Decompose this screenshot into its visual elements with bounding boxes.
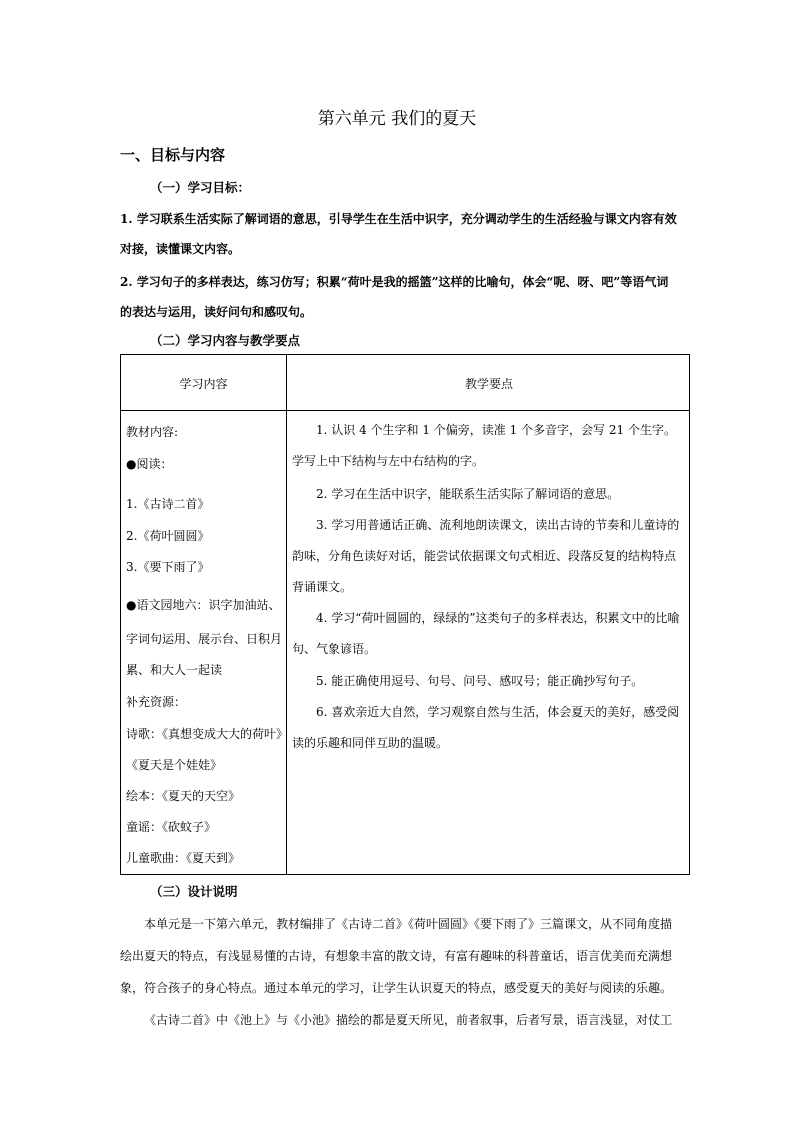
- teaching-point-4: 4. 学习“荷叶圆圆的，绿绿的”这类句子的多样表达，积累文中的比喻句、气象谚语。: [292, 611, 680, 656]
- teaching-point-6: 6. 喜欢亲近大自然，学习观察自然与生活，体会夏天的美好，感受阅读的乐趣和同伴互助的温暖。: [292, 705, 680, 750]
- design-paragraph-1: 本单元是一下第六单元，教材编排了《古诗二首》《荷叶圆圆》《要下雨了》三篇课文，从不同角度描绘出夏天的特点，有浅显易懂的古诗，有想象丰富的散文诗，有富有趣味的科普童话，语言优美而充满想象，符合孩子的身心特点。通过本单元的学习，让学生认识夏天的特点，感受夏天的美好与阅读的乐趣。: [120, 917, 673, 995]
- section-heading-goals-content: 一、目标与内容: [120, 146, 226, 164]
- goal-paragraph-1: 1. 学习联系生活实际了解词语的意思，引导学生在生活中识字，充分调动学生的生活经验与课文内容有效对接，读懂课文内容。: [120, 212, 677, 256]
- content-table: [120, 354, 690, 875]
- teaching-point-2: 2. 学习在生活中识字，能联系生活实际了解词语的意思。: [316, 487, 620, 501]
- left-cell-line: ●语文园地六：识字加油站、: [126, 598, 281, 612]
- goal-paragraph-2: 2. 学习句子的多样表达，练习仿写；积累“荷叶是我的摇篮”这样的比喻句，体会“呢、呀、吧”等语气词的表达与运用，读好问句和感叹句。: [120, 275, 669, 319]
- design-paragraph-2: 《古诗二首》中《池上》与《小池》描绘的都是夏天所见，前者叙事，后者写景，语言浅显，对仗工: [144, 1013, 673, 1027]
- left-cell-line: 2.《荷叶圆圆》: [126, 529, 210, 543]
- left-cell-line: 累、和大人一起读: [126, 663, 223, 677]
- subheading-content-points: （二）学习内容与教学要点: [150, 333, 301, 348]
- left-cell-line: 教材内容:: [126, 425, 179, 439]
- teaching-point-1: 1. 认识 4 个生字和 1 个偏旁，读准 1 个多音字，会写 21 个生字。学写上中下结构与左中右结构的字。: [292, 423, 676, 468]
- subheading-design-notes: （三）设计说明: [150, 884, 238, 899]
- table-header-divider: [121, 410, 689, 411]
- left-cell-line: 《夏天是个娃娃》: [126, 758, 223, 772]
- left-cell-line: 3.《要下雨了》: [126, 560, 210, 574]
- left-cell-line: 字词句运用、展示台、日积月: [126, 632, 283, 646]
- subheading-learning-goals: （一）学习目标：: [150, 180, 251, 195]
- teaching-point-3: 3. 学习用普通话正确、流利地朗读课文，读出古诗的节奏和儿童诗的韵味，分角色读好对话，能尝试依据课文句式相近、段落反复的结构特点背诵课文。: [292, 518, 680, 594]
- left-cell-line: 诗歌：《真想变成大大的荷叶》: [126, 727, 289, 741]
- left-cell-line: 童谣：《砍蚊子》: [126, 820, 217, 834]
- left-cell-line: 儿童歌曲：《夏天到》: [126, 851, 241, 865]
- left-cell-line: 绘本：《夏天的天空》: [126, 789, 241, 803]
- table-header-teaching-points: 教学要点: [464, 377, 513, 391]
- page-title: 第六单元 我们的夏天: [317, 109, 477, 129]
- left-cell-line: 补充资源：: [126, 695, 187, 709]
- table-column-divider: [286, 355, 287, 874]
- left-cell-line: 1.《古诗二首》: [126, 497, 210, 511]
- left-cell-line: ●阅读：: [126, 457, 173, 471]
- table-header-learning-content: 学习内容: [179, 377, 228, 391]
- teaching-point-5: 5. 能正确使用逗号、句号、问号、感叹号；能正确抄写句子。: [316, 674, 644, 688]
